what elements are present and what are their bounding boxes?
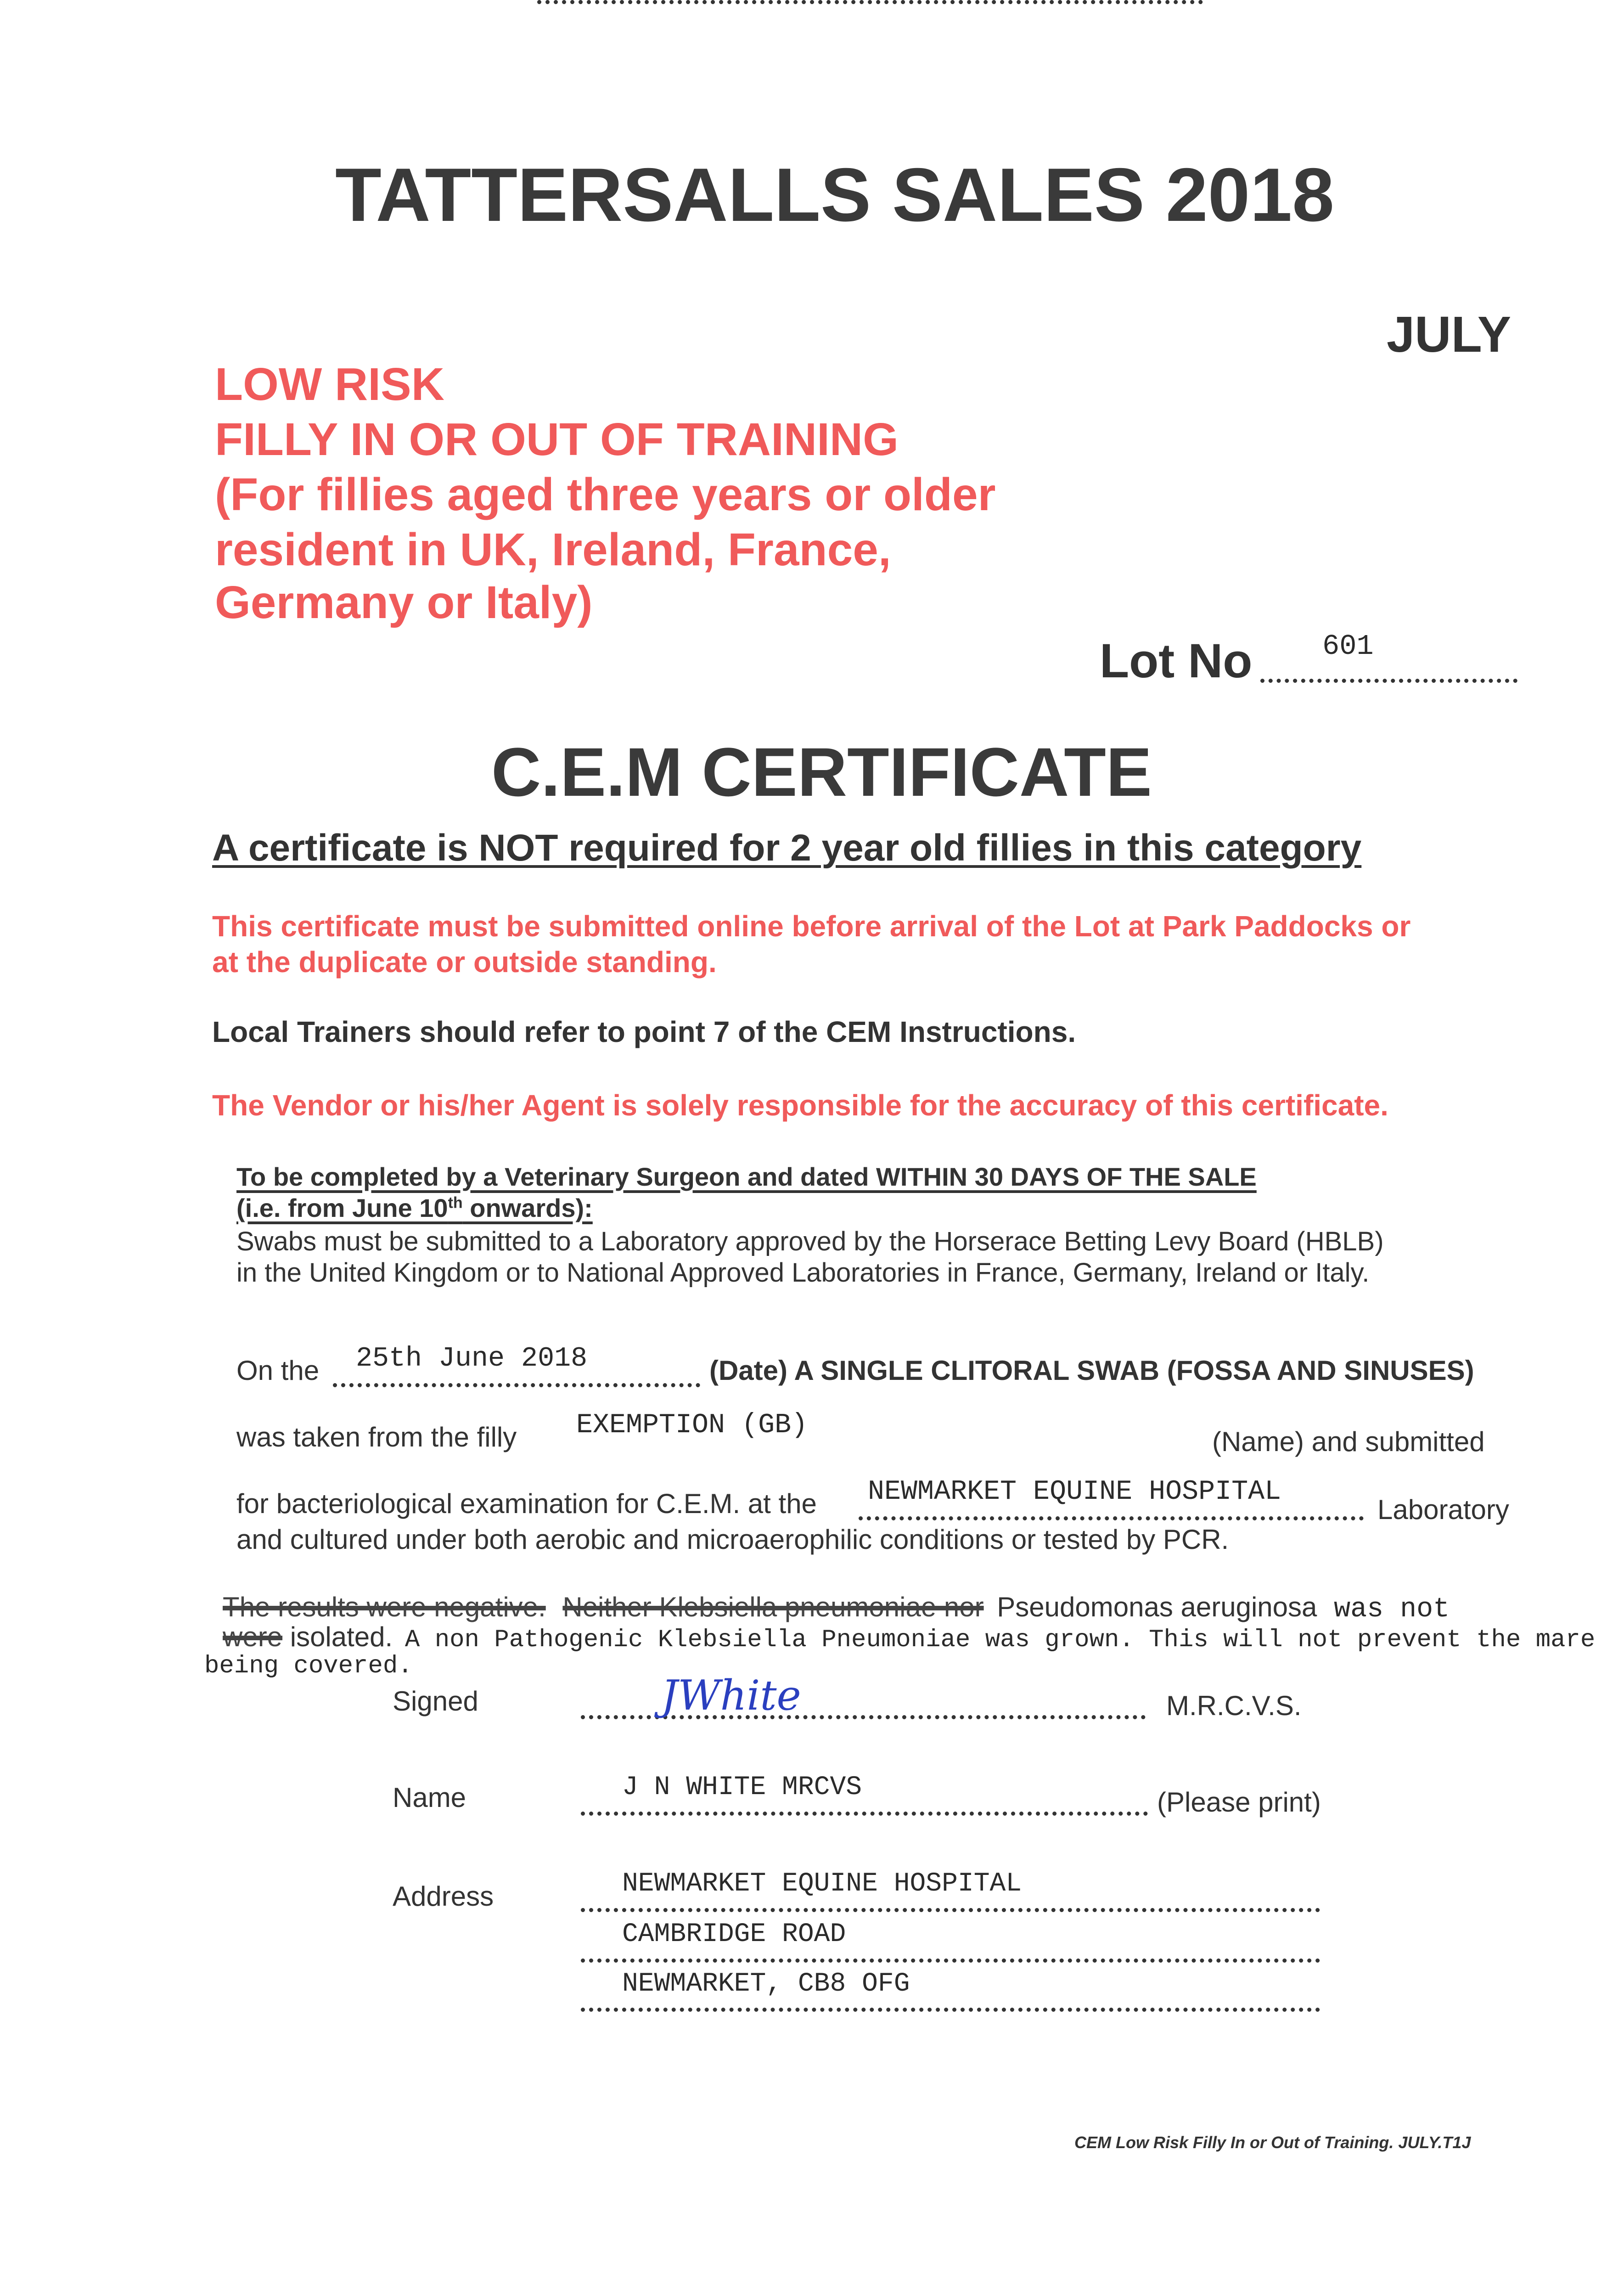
category-line-3: (For fillies aged three years or older [215,469,996,520]
name-dotted-line [581,1812,1148,1816]
mrcvs-label: M.R.C.V.S. [1166,1690,1302,1721]
category-line-2: FILLY IN OR OUT OF TRAINING [215,414,899,465]
submit-notice-line-1: This certificate must be submitted online before arrival of the Lot at Park Paddocks or [212,910,1411,943]
filly-name: EXEMPTION (GB) [576,1410,808,1441]
submit-notice-line-2: at the duplicate or outside standing. [212,945,717,979]
address-dotted-line-3 [581,2008,1320,2012]
for-bact-label: for bacteriological examination for C.E.M. at the [236,1488,817,1519]
date-value: 25th June 2018 [356,1343,588,1374]
cultured-line: and cultured under both aerobic and microaerophilic conditions or tested by PCR. [236,1524,1229,1555]
lab-value: NEWMARKET EQUINE HOSPITAL [868,1476,1281,1508]
page-title: TATTERSALLS SALES 2018 [335,152,1334,237]
results-was-not: was not [1334,1594,1450,1625]
lot-number: 601 [1322,630,1374,663]
isolated-line [223,1621,1595,1654]
results-were-struck: were [223,1621,283,1652]
lot-dotted-line [1260,679,1517,683]
vet-heading-2-sup: th [448,1194,463,1212]
address-dotted-line-2 [581,1958,1320,1963]
category-line-5: Germany or Italy) [215,577,593,628]
vendor-notice: The Vendor or his/her Agent is solely responsible for the accuracy of this certificate. [212,1089,1388,1122]
lot-label: Lot No [1100,634,1253,688]
footer-reference: CEM Low Risk Filly In or Out of Training. JULY.T1J [1074,2133,1471,2152]
address-line-3: NEWMARKET, CB8 OFG [622,1969,910,1999]
please-print-label: (Please print) [1157,1787,1321,1818]
taken-from-label: was taken from the filly [236,1422,517,1452]
on-the-label: On the [236,1355,320,1386]
swabs-line-1: Swabs must be submitted to a Laboratory approved by the Horserace Betting Levy Board (HBLB) [236,1227,1384,1256]
swabs-line-2: in the United Kingdom or to National Approved Laboratories in France, Germany, Ireland or Italy. [236,1258,1370,1288]
vet-heading-2-post: onwards): [462,1193,593,1222]
typed-note-2: being covered. [204,1652,413,1680]
certificate-title: C.E.M CERTIFICATE [491,733,1152,810]
results-pseudomonas: Pseudomonas aeruginosa [997,1592,1317,1622]
local-trainers-notice: Local Trainers should refer to point 7 of the CEM Instructions. [212,1015,1076,1048]
results-struck-neither: Neither Klebsiella pneumoniae nor [562,1592,984,1622]
vet-heading-1: To be completed by a Veterinary Surgeon and dated WITHIN 30 DAYS OF THE SALE [236,1162,1257,1191]
typed-note-1: A non Pathogenic Klebsiella Pneumoniae was grown. This will not prevent the mare [405,1626,1596,1654]
address-line-2: CAMBRIDGE ROAD [622,1919,846,1949]
results-line [223,1591,1450,1625]
category-line-4: resident in UK, Ireland, France, [215,524,891,575]
name-suffix: (Name) and submitted [1212,1426,1485,1457]
date-suffix: (Date) A SINGLE CLITORAL SWAB (FOSSA AND SINUSES) [709,1355,1474,1386]
lab-suffix: Laboratory [1377,1494,1509,1525]
results-isolated: isolated. [290,1621,393,1652]
name-label: Name [393,1782,466,1813]
vet-heading-2-pre: (i.e. from June 10 [236,1193,448,1222]
vet-heading-2 [236,1193,593,1223]
signature: JWhite [661,1671,801,1720]
not-required-notice: A certificate is NOT required for 2 year old fillies in this category [212,827,1362,869]
filly-dotted-line [537,0,1203,4]
sale-month: JULY [1387,306,1512,363]
signed-label: Signed [393,1686,478,1716]
results-struck-negative: The results were negative. [223,1592,546,1622]
address-line-1: NEWMARKET EQUINE HOSPITAL [622,1869,1022,1899]
lab-dotted-line [859,1516,1364,1520]
address-dotted-line-1 [581,1908,1320,1912]
category-line-1: LOW RISK [215,359,444,410]
address-label: Address [393,1881,494,1912]
name-value: J N WHITE MRCVS [622,1773,862,1802]
date-dotted-line [333,1383,700,1387]
